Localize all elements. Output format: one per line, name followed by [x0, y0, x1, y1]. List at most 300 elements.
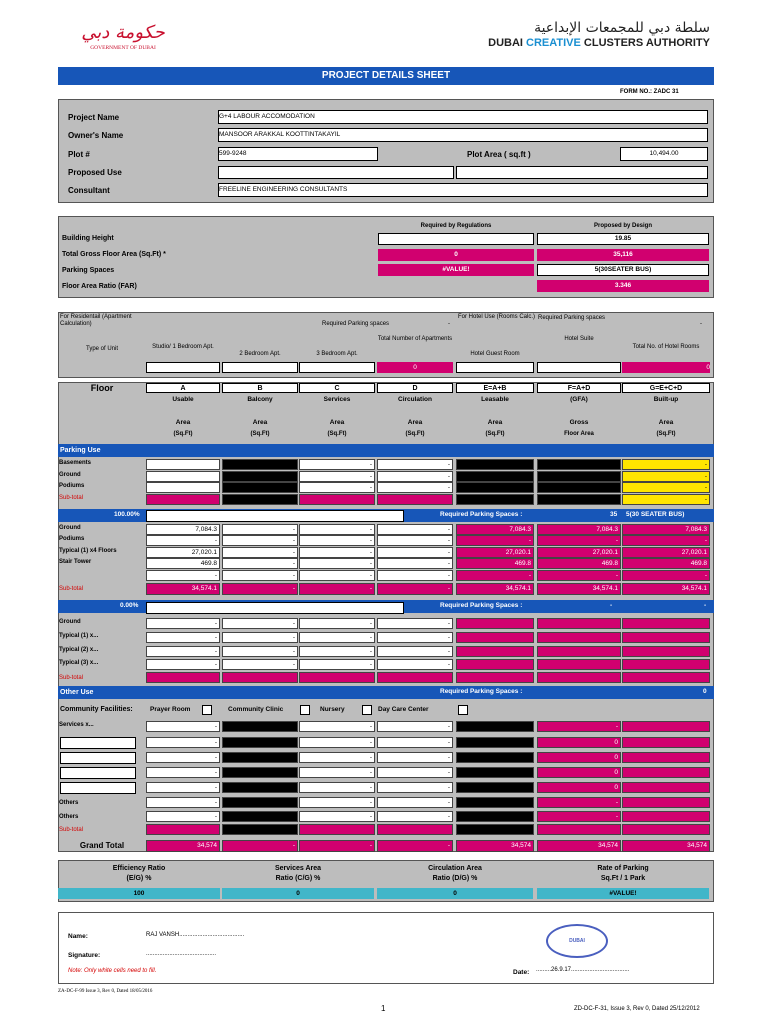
parking-rate-line2: Sq.Ft / 1 Park: [600, 875, 646, 882]
date-label: Date:: [513, 969, 530, 976]
other-label-field[interactable]: [60, 737, 136, 749]
block1-req-label: Required Parking Spaces :: [440, 511, 523, 518]
other-subtotal-b: [222, 824, 298, 835]
gt-f: 34,574: [537, 840, 621, 852]
parking-row-label: Ground: [59, 472, 81, 478]
block1-f-cell: 27,020.1: [537, 547, 621, 558]
plot-label: Plot #: [68, 150, 90, 159]
fac-clinic-checkbox[interactable]: [300, 705, 310, 715]
height-proposed-field[interactable]: 19.85: [537, 233, 709, 245]
parking-rate-line1: Rate of Parking: [597, 865, 649, 872]
other-a-field[interactable]: -: [146, 767, 220, 778]
gfa-label: Total Gross Floor Area (Sq.Ft) *: [62, 251, 166, 258]
other-g-value: [622, 797, 710, 808]
other-label-field[interactable]: [60, 752, 136, 764]
parking-c-field[interactable]: -: [299, 459, 375, 470]
project-name-label: Project Name: [68, 113, 120, 122]
col-header-0-l1: Usable: [172, 396, 194, 403]
parking-subtotal-g: -: [622, 494, 710, 505]
parking-g-value: -: [622, 471, 710, 482]
block1-a-cell[interactable]: -: [146, 535, 220, 546]
gt-g: 34,574: [622, 840, 710, 852]
other-d-field[interactable]: -: [377, 737, 453, 748]
block1-c-cell[interactable]: -: [299, 547, 375, 558]
block2-calc-cell: [456, 646, 534, 657]
parking-blocked-cell: [537, 471, 621, 482]
height-required-field[interactable]: [378, 233, 534, 245]
block2-d-field[interactable]: -: [377, 659, 453, 670]
form-number: FORM NO.: ZADC 31: [620, 89, 679, 95]
block1-row-label: Ground: [59, 525, 81, 531]
block2-row-label: Typical (3) x...: [59, 660, 99, 666]
other-subtotal-label: Sub-total: [59, 827, 84, 833]
hotel-suite-label: Hotel Suite: [564, 336, 594, 342]
authority-arabic-wordmark: سلطة دبي للمجمعات الإبداعية: [534, 20, 710, 36]
block1-f-cell: 7,084.3: [537, 524, 621, 535]
other-g-value: [622, 752, 710, 763]
col-header-5-l3: Floor Area: [564, 431, 594, 437]
block1-g-cell: 469.8: [622, 558, 710, 569]
block1-f-cell: -: [537, 535, 621, 546]
hotel-rooms-value: 0: [622, 362, 710, 373]
block2-req-label: Required Parking Spaces :: [440, 602, 523, 609]
col-header-3-l2: Area: [407, 419, 423, 426]
parking-blocked-cell: [456, 471, 534, 482]
block2-subtotal-d: [377, 672, 453, 683]
parking-c-field[interactable]: -: [299, 471, 375, 482]
floor-header: Floor: [90, 383, 114, 393]
other-label-field[interactable]: [60, 782, 136, 794]
block2-b-field[interactable]: -: [222, 618, 298, 629]
signature-value[interactable]: ..........................................: [146, 951, 217, 957]
block1-subtotal-e: 34,574.1: [456, 583, 534, 595]
parking-proposed-field[interactable]: 5(30SEATER BUS): [537, 264, 709, 276]
col-header-5-l1: (GFA): [570, 396, 588, 403]
other-label-field[interactable]: [60, 767, 136, 779]
fac-day-care: Day Care Center: [378, 706, 429, 713]
block2-d-field[interactable]: -: [377, 618, 453, 629]
block1-d-cell[interactable]: -: [377, 535, 453, 546]
authority-name-creative: CREATIVE: [526, 37, 581, 49]
stamp-text: DUBAI: [569, 938, 585, 944]
other-a-field[interactable]: -: [146, 797, 220, 808]
block2-a-field[interactable]: -: [146, 632, 220, 643]
other-b-blocked: [222, 737, 298, 748]
block1-g-cell: 27,020.1: [622, 547, 710, 558]
col-header-6-l1: Built-up: [653, 396, 679, 403]
block1-subtotal-d: -: [377, 583, 453, 595]
block1-e-cell: -: [456, 535, 534, 546]
block1-subtotal-g: 34,574.1: [622, 583, 710, 595]
res-parking-dash: -: [448, 321, 450, 327]
fac-nursery-checkbox[interactable]: [362, 705, 372, 715]
block2-a-field[interactable]: -: [146, 659, 220, 670]
eff-ratio-line2: (E/G) %: [126, 875, 152, 882]
other-c-field[interactable]: -: [299, 797, 375, 808]
proposed-use-field-2[interactable]: [456, 166, 708, 179]
col-header-2-l2: Area: [329, 419, 345, 426]
other-use-req-value: 0: [703, 688, 707, 695]
proposed-header: Proposed by Design: [593, 223, 652, 229]
other-b-blocked: [222, 752, 298, 763]
parking-subtotal-b: [222, 494, 298, 505]
block2-a-field[interactable]: -: [146, 646, 220, 657]
other-use-req-label: Required Parking Spaces :: [440, 688, 523, 695]
fac-prayer-room: Prayer Room: [150, 706, 191, 713]
col-header-4-l3: (Sq.Ft): [485, 431, 505, 437]
fac-day-care-checkbox[interactable]: [458, 705, 468, 715]
block2-row-label: Ground: [59, 619, 81, 625]
block1-req-value: 35: [610, 511, 618, 518]
other-a-field[interactable]: -: [146, 782, 220, 793]
block1-g-cell: 7,084.3: [622, 524, 710, 535]
parking-subtotal-c: [299, 494, 375, 505]
other-a-field[interactable]: -: [146, 737, 220, 748]
hotel-guest-label: Hotel Guest Room: [470, 351, 520, 357]
total-apartments-label: Total Number of Apartments: [377, 336, 453, 342]
other-c-field[interactable]: -: [299, 767, 375, 778]
block1-e-cell: 469.8: [456, 558, 534, 569]
other-b-blocked: [222, 811, 298, 822]
block1-subtotal-b: -: [222, 583, 298, 595]
parking-c-field[interactable]: -: [299, 482, 375, 493]
block2-calc-cell: [622, 659, 710, 670]
studio-label: Studio/ 1 Bedroom Apt.: [152, 344, 214, 350]
authority-logo: [470, 20, 710, 60]
block2-subtotal-e: [456, 672, 534, 683]
consultant-label: Consultant: [68, 186, 110, 195]
other-subtotal-g: [622, 824, 710, 835]
block1-b-cell[interactable]: -: [222, 547, 298, 558]
col-header-2-l1: Services: [323, 396, 351, 403]
other-e-blocked: [456, 782, 534, 793]
block2-c-field[interactable]: -: [299, 659, 375, 670]
other-subtotal-c: [299, 824, 375, 835]
col-header-5-letter: F=A+D: [537, 383, 621, 393]
block1-a-cell[interactable]: 7,084.3: [146, 524, 220, 535]
other-a-field[interactable]: -: [146, 752, 220, 763]
others-label: Others: [59, 814, 79, 820]
circ-ratio-title: [377, 864, 533, 884]
col-header-4-l2: Area: [487, 419, 503, 426]
type-of-unit-label: Type of Unit: [85, 346, 118, 352]
block1-subtotal-c: -: [299, 583, 375, 595]
fac-community-clinic: Community Clinic: [228, 706, 284, 713]
block1-b-cell[interactable]: -: [222, 535, 298, 546]
government-logo: [78, 22, 168, 62]
other-f-value: -: [537, 797, 621, 808]
block2-subtotal-a: [146, 672, 220, 683]
proposed-use-label: Proposed Use: [68, 168, 122, 177]
other-g-value: [622, 737, 710, 748]
block1-e-cell: -: [456, 570, 534, 581]
gfa-proposed-value: 35,116: [537, 249, 709, 261]
parking-blocked-cell: [537, 482, 621, 493]
other-b-blocked: [222, 797, 298, 808]
block1-c-cell[interactable]: -: [299, 558, 375, 569]
block1-subtotal-a: 34,574.1: [146, 583, 220, 595]
block1-g-cell: -: [622, 535, 710, 546]
gfa-required-value: 0: [378, 249, 534, 261]
block2-b-field[interactable]: -: [222, 632, 298, 643]
other-c-field[interactable]: -: [299, 737, 375, 748]
residential-label: For Residentail (Apartment Calculation): [60, 314, 132, 327]
block1-d-cell[interactable]: -: [377, 558, 453, 569]
other-b-blocked: [222, 782, 298, 793]
block2-calc-cell: [537, 659, 621, 670]
svc-ratio-value: 0: [222, 888, 374, 899]
block2-d-field[interactable]: -: [377, 632, 453, 643]
other-a-field[interactable]: -: [146, 811, 220, 822]
other-e-blocked: [456, 767, 534, 778]
other-b-blocked: [222, 767, 298, 778]
eff-ratio-line1: Efficiency Ratio: [112, 865, 166, 872]
other-d-field[interactable]: -: [377, 782, 453, 793]
other-use-title: Other Use: [58, 686, 714, 699]
block2-name-field[interactable]: [146, 602, 404, 614]
col-header-4-letter: E=A+B: [456, 383, 534, 393]
other-b-blocked: [222, 721, 298, 732]
col-header-1-l1: Balcony: [247, 396, 273, 403]
block1-row-label: Stair Tower: [59, 559, 92, 565]
other-f-value: 0: [537, 767, 621, 778]
other-e-blocked: [456, 797, 534, 808]
block2-calc-cell: [622, 646, 710, 657]
grand-total-label: Grand Total: [79, 841, 125, 850]
block2-c-field[interactable]: -: [299, 646, 375, 657]
name-label: Name:: [68, 933, 88, 940]
page-number: 1: [381, 1004, 386, 1013]
block1-a-cell[interactable]: -: [146, 570, 220, 581]
parking-required-value: #VALUE!: [378, 264, 534, 276]
block2-subtotal-g: [622, 672, 710, 683]
parking-blocked-cell: [222, 482, 298, 493]
plot-number-field[interactable]: 599-9248: [218, 147, 378, 161]
parking-rate-value: #VALUE!: [537, 888, 709, 899]
total-apartments-value: 0: [377, 362, 453, 373]
hotel-label: For Hotel Use (Rooms Calc.): [458, 314, 536, 320]
block2-calc-cell: [537, 632, 621, 643]
fill-note: Note: Only white cells need to fill.: [68, 968, 157, 974]
authority-name: [470, 37, 710, 49]
fac-nursery: Nursery: [320, 706, 345, 713]
parking-d-field[interactable]: -: [377, 459, 453, 470]
block1-f-cell: 469.8: [537, 558, 621, 569]
owner-name-label: Owner's Name: [68, 131, 124, 140]
col-header-6-l3: (Sq.Ft): [656, 431, 676, 437]
owner-name-field[interactable]: MANSOOR ARAKKAL KOOTTINTAKAYIL: [218, 128, 708, 142]
building-height-label: Building Height: [62, 235, 114, 242]
other-subtotal-e: [456, 824, 534, 835]
col-header-6-l2: Area: [658, 419, 674, 426]
parking-subtotal-label: Sub-total: [59, 495, 84, 501]
col-header-0-l3: (Sq.Ft): [173, 431, 193, 437]
block2-req-value2: -: [704, 602, 707, 609]
others-label: Others: [59, 800, 79, 806]
block1-c-cell[interactable]: -: [299, 524, 375, 535]
name-value[interactable]: RAJ VANSH.......................................: [146, 932, 245, 938]
col-header-1-l3: (Sq.Ft): [250, 431, 270, 437]
parking-row-label: Basements: [59, 460, 92, 466]
services-label: Services x...: [59, 722, 94, 728]
block1-req-value2: 5(30 SEATER BUS): [626, 511, 685, 518]
hotel-suite-field[interactable]: [537, 362, 621, 373]
block2-calc-cell: [456, 632, 534, 643]
other-f-value: 0: [537, 752, 621, 763]
bed2-count-field[interactable]: [222, 362, 298, 373]
block1-a-cell[interactable]: 469.8: [146, 558, 220, 569]
eff-ratio-title: [58, 864, 220, 884]
block2-subtotal-f: [537, 672, 621, 683]
col-header-3-l3: (Sq.Ft): [405, 431, 425, 437]
parking-row-label: Podiums: [59, 483, 85, 489]
gov-name: GOVERNMENT OF DUBAI: [90, 45, 156, 51]
block2-calc-cell: [456, 618, 534, 629]
gt-c: -: [299, 840, 375, 852]
col-header-3-letter: D: [377, 383, 453, 393]
res-parking-label: Required Parking spaces: [322, 321, 390, 327]
parking-a-field[interactable]: [146, 471, 220, 482]
col-header-0-letter: A: [146, 383, 220, 393]
parking-use-title: Parking Use: [58, 444, 714, 457]
gt-b: -: [222, 840, 298, 852]
other-c-field[interactable]: -: [299, 721, 375, 732]
block1-name-field[interactable]: [146, 510, 404, 522]
parking-blocked-cell: [222, 471, 298, 482]
col-header-2-l3: (Sq.Ft): [327, 431, 347, 437]
col-header-5-l2: Gross: [569, 419, 589, 426]
other-subtotal-d: [377, 824, 453, 835]
other-f-value: -: [537, 721, 621, 732]
circ-ratio-line1: Circulation Area: [428, 865, 482, 872]
block1-a-cell[interactable]: 27,020.1: [146, 547, 220, 558]
authority-name-part3: CLUSTERS AUTHORITY: [580, 37, 710, 49]
other-g-value: [622, 767, 710, 778]
parking-subtotal-a: [146, 494, 220, 505]
parking-d-field[interactable]: -: [377, 482, 453, 493]
bed3-count-field[interactable]: [299, 362, 375, 373]
circ-ratio-line2: Ratio (D/G) %: [432, 875, 478, 882]
block2-calc-cell: [537, 618, 621, 629]
other-e-blocked: [456, 752, 534, 763]
other-c-field[interactable]: -: [299, 752, 375, 763]
project-name-field[interactable]: G+4 LABOUR ACCOMODATION: [218, 110, 708, 124]
other-f-value: 0: [537, 782, 621, 793]
parking-d-field[interactable]: -: [377, 471, 453, 482]
gov-arabic-wordmark: حكومة دبي: [81, 22, 165, 43]
parking-a-field[interactable]: [146, 459, 220, 470]
proposed-use-field-1[interactable]: [218, 166, 454, 179]
block2-c-field[interactable]: -: [299, 632, 375, 643]
col-header-1-letter: B: [222, 383, 298, 393]
block1-g-cell: -: [622, 570, 710, 581]
page-title: PROJECT DETAILS SHEET: [58, 67, 714, 85]
block1-row-label: Podiums: [59, 536, 85, 542]
block2-b-field[interactable]: -: [222, 646, 298, 657]
block1-e-cell: 7,084.3: [456, 524, 534, 535]
block2-calc-cell: [622, 618, 710, 629]
svc-ratio-title: [222, 864, 374, 884]
required-header: Required by Regulations: [420, 223, 492, 229]
signature-label: Signature:: [68, 952, 101, 959]
col-header-0-l2: Area: [175, 419, 191, 426]
block2-a-field[interactable]: -: [146, 618, 220, 629]
hotel-rooms-label: Total No. of Hotel Rooms: [632, 344, 700, 350]
fac-prayer-room-checkbox[interactable]: [202, 705, 212, 715]
bed3-label: 3 Bedroom Apt.: [316, 351, 358, 357]
parking-blocked-cell: [537, 459, 621, 470]
plot-area-field[interactable]: 10,494.00: [620, 147, 708, 161]
block1-percent: 100.00%: [114, 511, 140, 518]
block2-calc-cell: [456, 659, 534, 670]
eff-ratio-value: 100: [58, 888, 220, 899]
hotel-parking-label: Required Parking spaces: [538, 315, 606, 321]
block2-b-field[interactable]: -: [222, 659, 298, 670]
block1-row-label: Typical (1) x4 Floors: [59, 548, 117, 554]
signoff-panel: [58, 912, 714, 984]
other-d-field[interactable]: -: [377, 767, 453, 778]
studio-count-field[interactable]: [146, 362, 220, 373]
parking-subtotal-f: [537, 494, 621, 505]
block1-b-cell[interactable]: -: [222, 570, 298, 581]
other-a-field[interactable]: -: [146, 721, 220, 732]
block1-d-cell[interactable]: -: [377, 524, 453, 535]
plot-area-label: Plot Area ( sq.ft ): [467, 150, 531, 159]
block2-d-field[interactable]: -: [377, 646, 453, 657]
parking-a-field[interactable]: [146, 482, 220, 493]
block2-c-field[interactable]: -: [299, 618, 375, 629]
gt-d: -: [377, 840, 453, 852]
gt-a: 34,574: [146, 840, 220, 852]
bed2-label: 2 Bedroom Apt.: [239, 351, 281, 357]
block1-b-cell[interactable]: -: [222, 524, 298, 535]
parking-g-value: -: [622, 459, 710, 470]
block1-e-cell: 27,020.1: [456, 547, 534, 558]
block1-d-cell[interactable]: -: [377, 547, 453, 558]
other-c-field[interactable]: -: [299, 811, 375, 822]
other-subtotal-f: [537, 824, 621, 835]
circ-ratio-value: 0: [377, 888, 533, 899]
other-c-field[interactable]: -: [299, 782, 375, 793]
footer-left: ZA-DC-F-99 Issue 3, Rev 0, Dated 18/05/2016: [58, 989, 153, 994]
parking-blocked-cell: [222, 459, 298, 470]
other-d-field[interactable]: -: [377, 752, 453, 763]
hotel-parking-dash: -: [700, 321, 702, 327]
other-e-blocked: [456, 721, 534, 732]
parking-subtotal-e: [456, 494, 534, 505]
block1-b-cell[interactable]: -: [222, 558, 298, 569]
far-label: Floor Area Ratio (FAR): [62, 283, 137, 290]
block1-d-cell[interactable]: -: [377, 570, 453, 581]
block2-subtotal-label: Sub-total: [59, 675, 84, 681]
date-value[interactable]: .........26.9.17...................................: [536, 967, 630, 973]
other-d-field[interactable]: -: [377, 811, 453, 822]
block2-subtotal-b: [222, 672, 298, 683]
col-header-1-l2: Area: [252, 419, 268, 426]
block2-row-label: Typical (2) x...: [59, 647, 99, 653]
block1-subtotal-label: Sub-total: [59, 586, 84, 592]
block1-c-cell[interactable]: -: [299, 535, 375, 546]
other-d-field[interactable]: -: [377, 797, 453, 808]
block1-c-cell[interactable]: -: [299, 570, 375, 581]
gt-e: 34,574: [456, 840, 534, 852]
block1-f-cell: -: [537, 570, 621, 581]
hotel-guest-field[interactable]: [456, 362, 534, 373]
other-f-value: -: [537, 811, 621, 822]
consultant-field[interactable]: FREELINE ENGINEERING CONSULTANTS: [218, 183, 708, 197]
parking-g-value: -: [622, 482, 710, 493]
other-d-field[interactable]: -: [377, 721, 453, 732]
